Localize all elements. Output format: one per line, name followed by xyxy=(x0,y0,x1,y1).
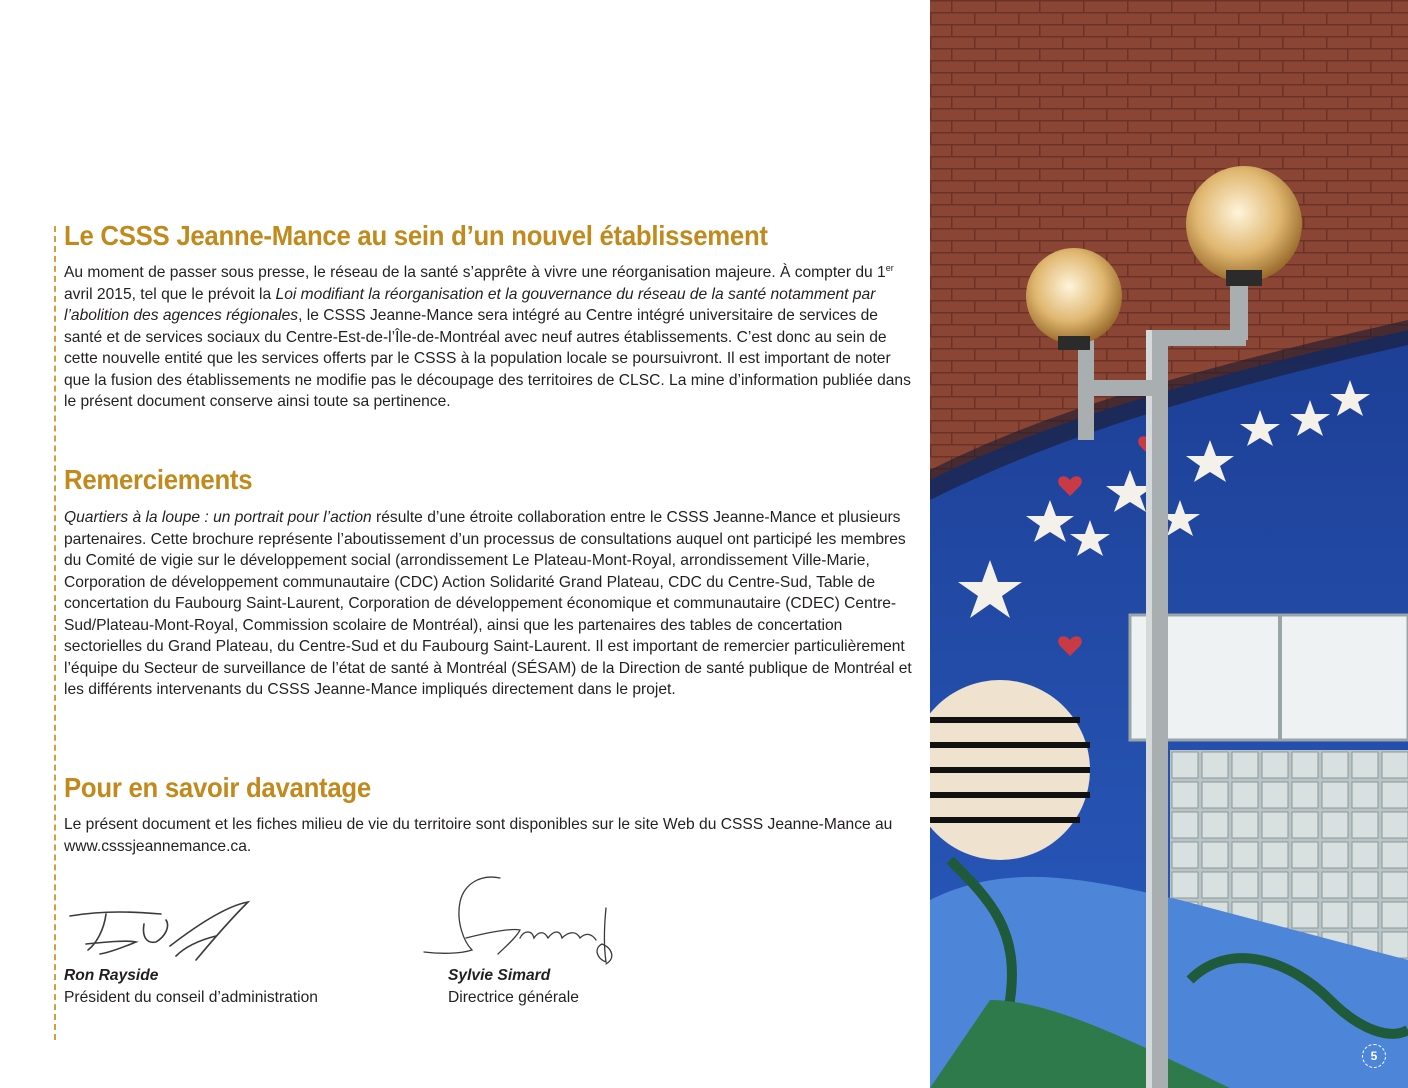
section-heading-savoir-davantage: Pour en savoir davantage xyxy=(64,772,371,803)
page-number: 5 xyxy=(1362,1044,1386,1068)
signatory-title: Directrice générale xyxy=(448,989,579,1006)
signatory-name: Sylvie Simard xyxy=(448,967,551,984)
law-title: Loi modifiant la réorganisation et la gouvernance du réseau de la santé notamment par l’abolition des agences régionales xyxy=(64,285,876,324)
publication-title: Quartiers à la loupe : un portrait pour l’action xyxy=(64,509,372,526)
section-heading-nouvel-etablissement: Le CSSS Jeanne-Mance au sein d’un nouvel établissement xyxy=(64,220,768,251)
dashed-margin-rule xyxy=(54,226,56,1040)
paragraph-savoir-davantage: Le présent document et les fiches milieu de vie du territoire sont disponibles sur le site Web du CSSS Jeanne-Mance au www.csssjeannemance.ca. xyxy=(64,816,893,855)
signature-sylvie-simard xyxy=(420,868,640,968)
signatory-title: Président du conseil d’administration xyxy=(64,989,318,1006)
paragraph-remerciements: Quartiers à la loupe : un portrait pour l’action résulte d’une étroite collaboration entre le CSSS Jeanne-Mance et plusieurs partenaires. Cette brochure représente l’aboutissement d’un processus de consultations auquel ont participé les membres du Comité de vigie sur le développement social (arrondissement Le Plateau-Mont-Royal, arrondissement Ville-Marie, Corporation de développement communautaire (CDC) Action Solidarité Grand Plateau, CDC du Centre-Sud, Table de concertation du Faubourg Saint-Laurent, Corporation de développement économique et communautaire (CDEC) Centre-Sud/Plateau-Mont-Royal, Commission scolaire de Montréal), ainsi que les partenaires des tables de concertation sectorielles du Grand Plateau, du Centre-Sud et du Faubourg Saint-Laurent. Il est important de remercier particulièrement l’équipe du Secteur de surveillance de l’état de santé à Montréal (SÉSAM) de la Direction de santé publique de Montréal et les différents intervenants du CSSS Jeanne-Mance impliqués directement dans le projet. xyxy=(64,509,912,698)
paragraph-nouvel-etablissement: Au moment de passer sous presse, le réseau de la santé s’apprête à vivre une réorganisation majeure. À compter du 1er avril 2015, tel que le prévoit la Loi modifiant la réorganisation et la gouvernance du réseau de la santé notamment par l’abolition des agences régionales, le CSSS Jeanne-Mance sera intégré au Centre intégré universitaire de services de santé et de services sociaux du Centre-Est-de-l’Île-de-Montréal avec neuf autres établissements. C’est donc au sein de cette nouvelle entité que les services offerts par le CSSS à la population locale se poursuivront. Il est important de noter que la fusion des établissements ne modifie pas le découpage des territoires de CLSC. La mine d’information publiée dans le présent document conserve ainsi toute sa pertinence. xyxy=(64,263,911,410)
mural-photo xyxy=(930,0,1408,1088)
signature-ron-rayside xyxy=(66,896,256,968)
signatory-name: Ron Rayside xyxy=(64,967,159,984)
mural-lamp-illustration xyxy=(930,0,1408,1088)
signature-block-president xyxy=(64,965,318,1009)
signature-block-directrice xyxy=(448,965,579,1009)
section-heading-remerciements: Remerciements xyxy=(64,464,253,495)
